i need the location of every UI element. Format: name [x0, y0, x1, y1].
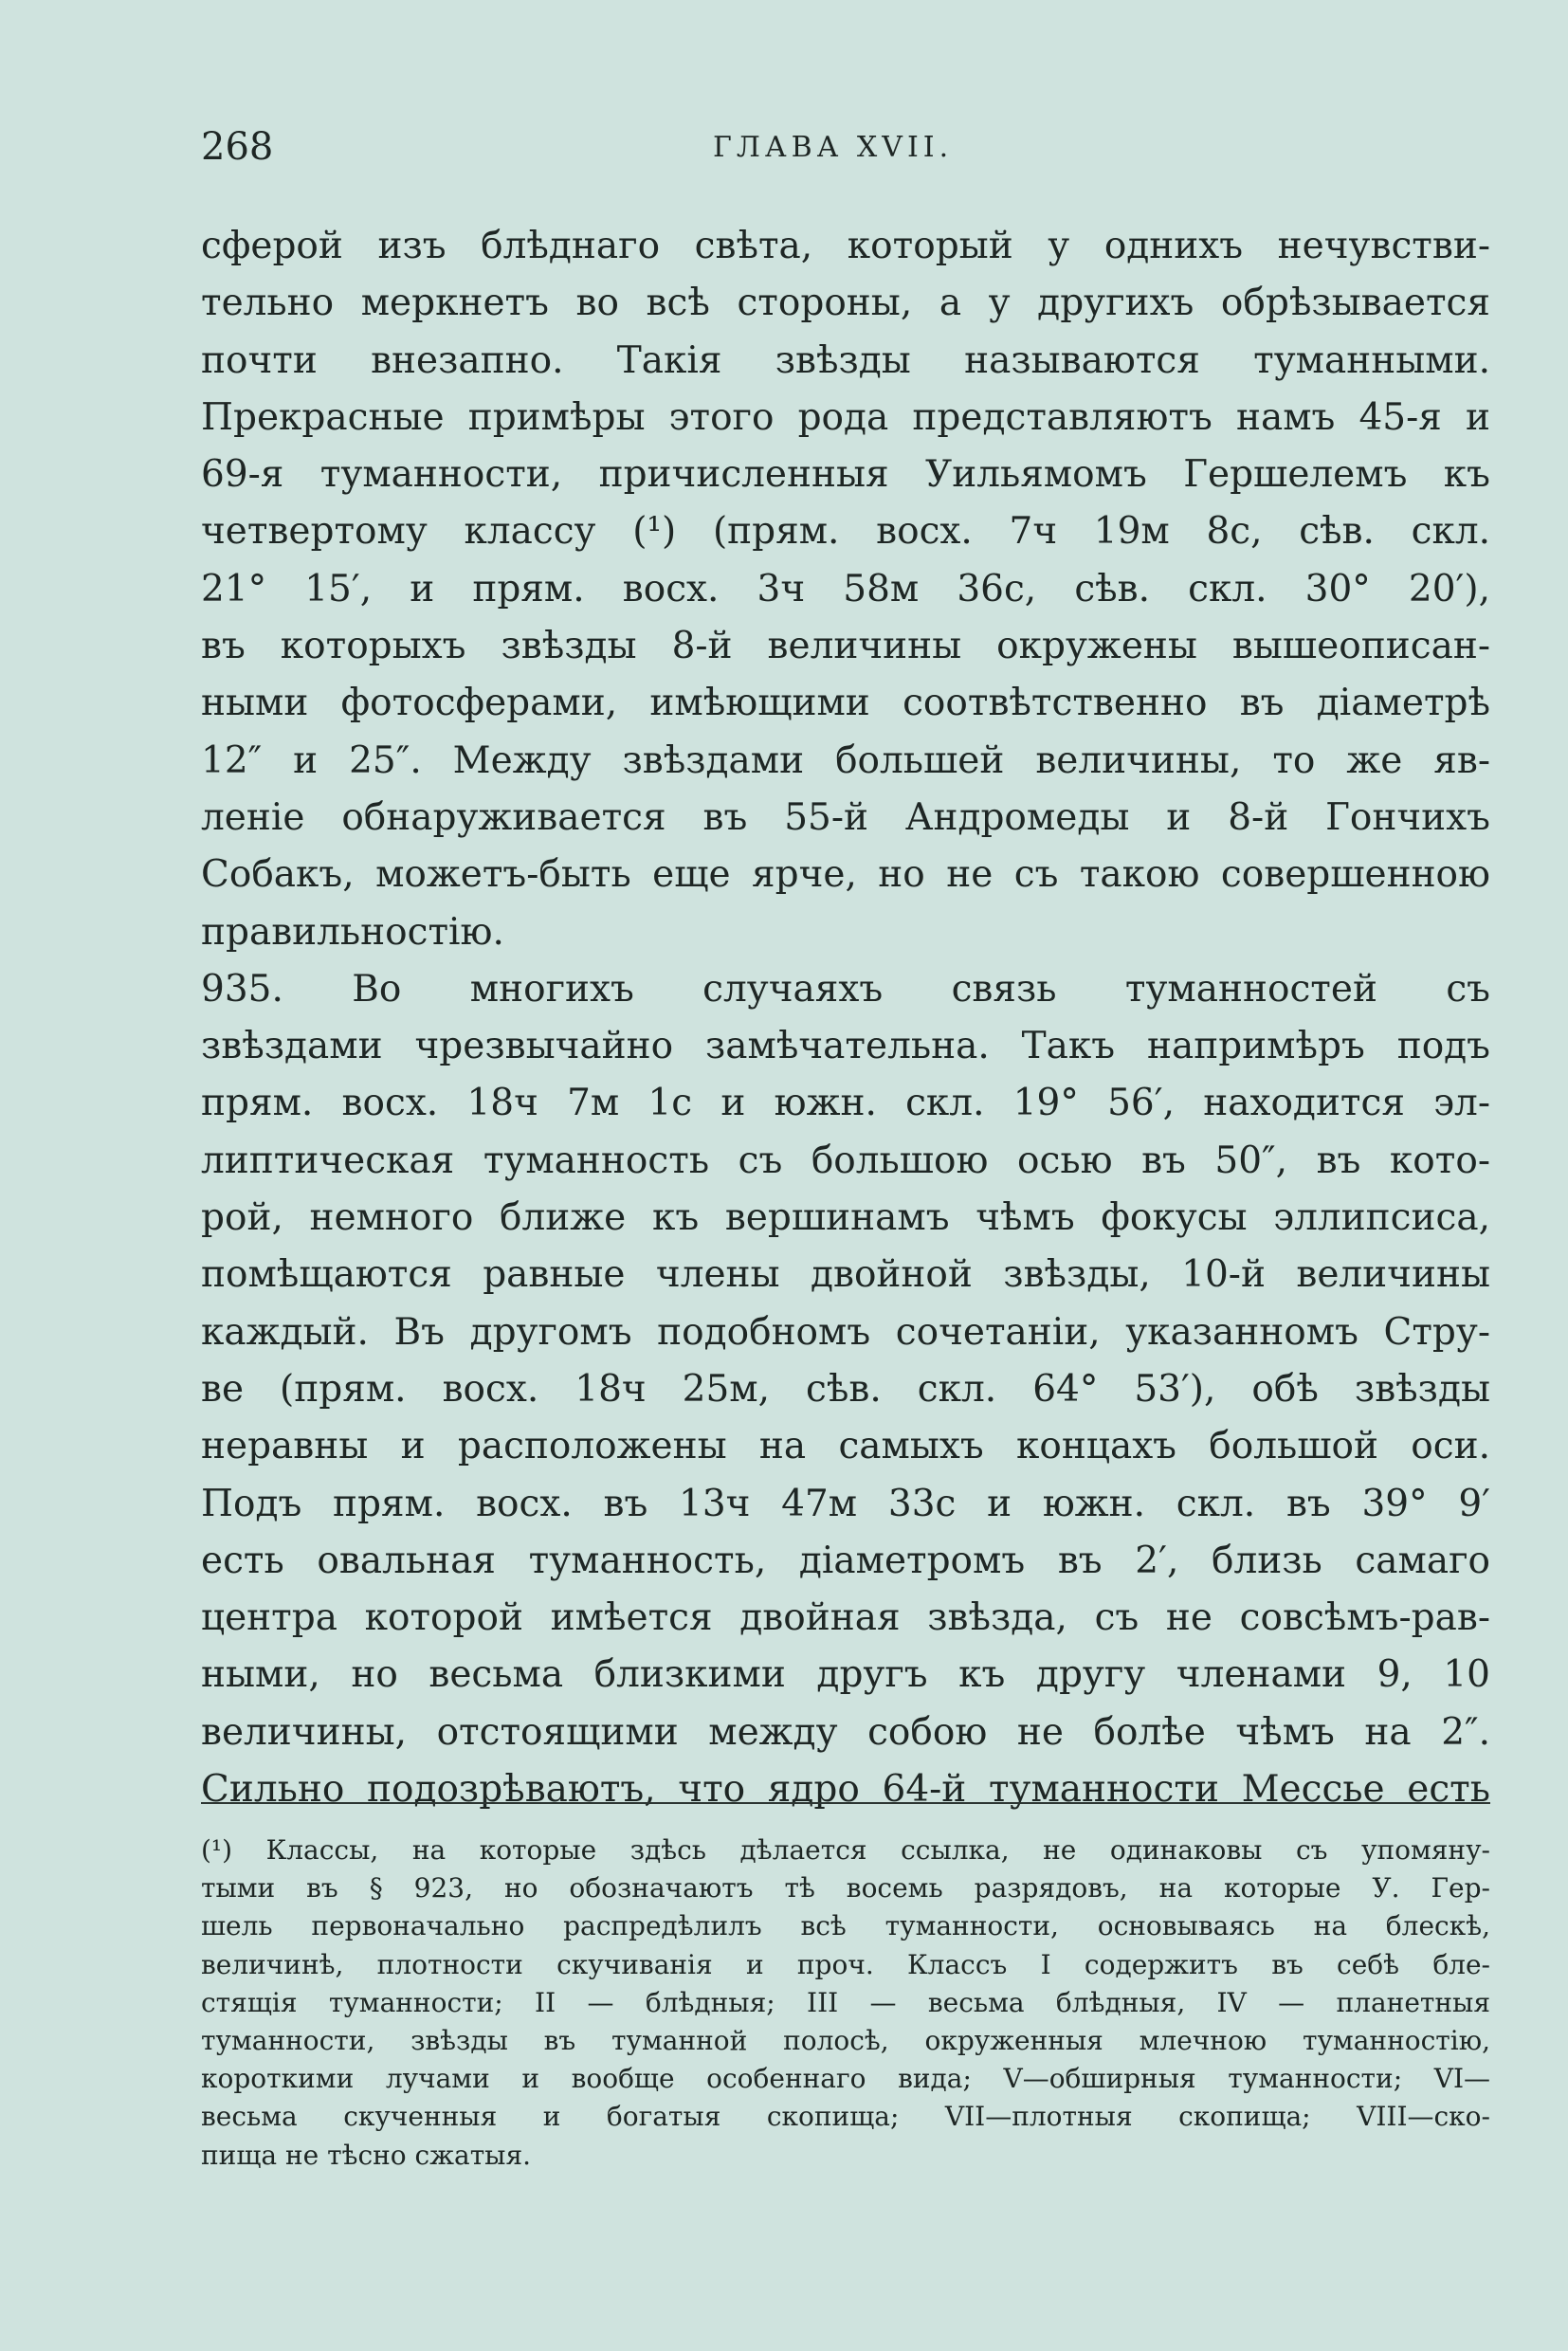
text-line: почти внезапно. Такія звѣзды называются туманными. — [201, 338, 1490, 382]
footnote-line: шель первоначально распредѣлилъ всѣ туманности, основываясь на блескѣ, — [201, 1910, 1490, 1942]
text-line: Прекрасные примѣры этого рода представляютъ намъ 45-я и — [201, 395, 1490, 439]
footnote — [201, 1832, 1490, 2175]
footnote-line: стящія туманности; II — блѣдныя; III — весьма блѣдныя, IV — планетныя — [201, 1986, 1490, 2018]
text-line: неравны и расположены на самыхъ концахъ большой оси. — [201, 1425, 1490, 1468]
text-line: 12″ и 25″. Между звѣздами большей величины, то же яв- — [201, 738, 1490, 782]
text-line: липтическая туманность съ большою осью въ 50″, въ кото- — [201, 1139, 1490, 1182]
text-line: помѣщаются равные члены двойной звѣзды, 10-й величины — [201, 1253, 1490, 1297]
text-line: сферой изъ блѣднаго свѣта, который у однихъ нечувстви- — [201, 225, 1490, 267]
text-line: Собакъ, можетъ-быть еще ярче, но не съ такою совершенною — [201, 853, 1490, 897]
footnote-line: весьма скученныя и богатыя скопища; VII—плотныя скопища; VIII—ско- — [201, 2101, 1490, 2133]
text-line: ве (прям. восх. 18ч 25м, сѣв. скл. 64° 53′), обѣ звѣзды — [201, 1367, 1490, 1411]
text-line: 21° 15′, и прям. восх. 3ч 58м 36с, сѣв. скл. 30° 20′), — [201, 567, 1490, 611]
text-line: ными, но весьма близкими другъ къ другу членами 9, 10 — [201, 1653, 1490, 1697]
text-line: тельно меркнетъ во всѣ стороны, а у другихъ обрѣзывается — [201, 282, 1490, 325]
text-line: въ которыхъ звѣзды 8-й величины окружены вышеописан- — [201, 625, 1490, 668]
text-line: есть овальная туманность, діаметромъ въ 2′, близь самаго — [201, 1539, 1490, 1582]
text-line: леніе обнаруживается въ 55-й Андромеды и 8-й Гончихъ — [201, 795, 1490, 839]
text-line: прям. восх. 18ч 7м 1с и южн. скл. 19° 56′, находится эл- — [201, 1082, 1490, 1125]
footnote-line: величинѣ, плотности скучиванія и проч. Классъ I содержитъ въ себѣ бле- — [201, 1948, 1490, 1980]
text-line: правильностію. — [201, 910, 504, 954]
text-line: Сильно подозрѣваютъ, что ядро 64-й туманности Мессье есть — [201, 1768, 1490, 1812]
text-line: 69-я туманности, причисленныя Уильямомъ Гершелемъ къ — [201, 453, 1490, 497]
text-line: рой, немного ближе къ вершинамъ чѣмъ фокусы эллипсиса, — [201, 1196, 1490, 1240]
footnote-line: короткими лучами и вообще особеннаго вида; V—обширныя туманности; VI— — [201, 2063, 1490, 2095]
paragraph-935-start: 935. Во многихъ случаяхъ связь туманностей съ — [201, 967, 1490, 1011]
page-number: 268 — [201, 125, 274, 169]
page-header — [201, 125, 1490, 182]
text-line: каждый. Въ другомъ подобномъ сочетаніи, указанномъ Стру- — [201, 1310, 1490, 1354]
footnote-line: пища не тѣсно сжатыя. — [201, 2139, 532, 2171]
footnote-line: (¹) Классы, на которые здѣсь дѣлается ссылка, не одинаковы съ упомяну- — [201, 1834, 1490, 1866]
footnote-line: тыми въ § 923, но обозначаютъ тѣ восемь разрядовъ, на которые У. Гер- — [201, 1872, 1490, 1904]
text-line: Подъ прям. восх. въ 13ч 47м 33с и южн. скл. въ 39° 9′ — [201, 1482, 1490, 1525]
body-text — [201, 218, 1490, 1818]
text-line: ными фотосферами, имѣющими соотвѣтственно въ діаметрѣ — [201, 682, 1490, 725]
text-line: звѣздами чрезвычайно замѣчательна. Такъ напримѣръ подъ — [201, 1025, 1490, 1068]
running-head: ГЛАВА XVII. — [713, 131, 954, 164]
footnote-line: туманности, звѣзды въ туманной полосѣ, окруженныя млечною туманностію, — [201, 2024, 1490, 2056]
text-line: четвертому классу (¹) (прям. восх. 7ч 19м 8с, сѣв. скл. — [201, 510, 1490, 554]
footnote-divider — [201, 1802, 1490, 1804]
text-line: центра которой имѣется двойная звѣзда, съ не совсѣмъ-рав- — [201, 1596, 1490, 1640]
text-line: величины, отстоящими между собою не болѣе чѣмъ на 2″. — [201, 1710, 1490, 1754]
